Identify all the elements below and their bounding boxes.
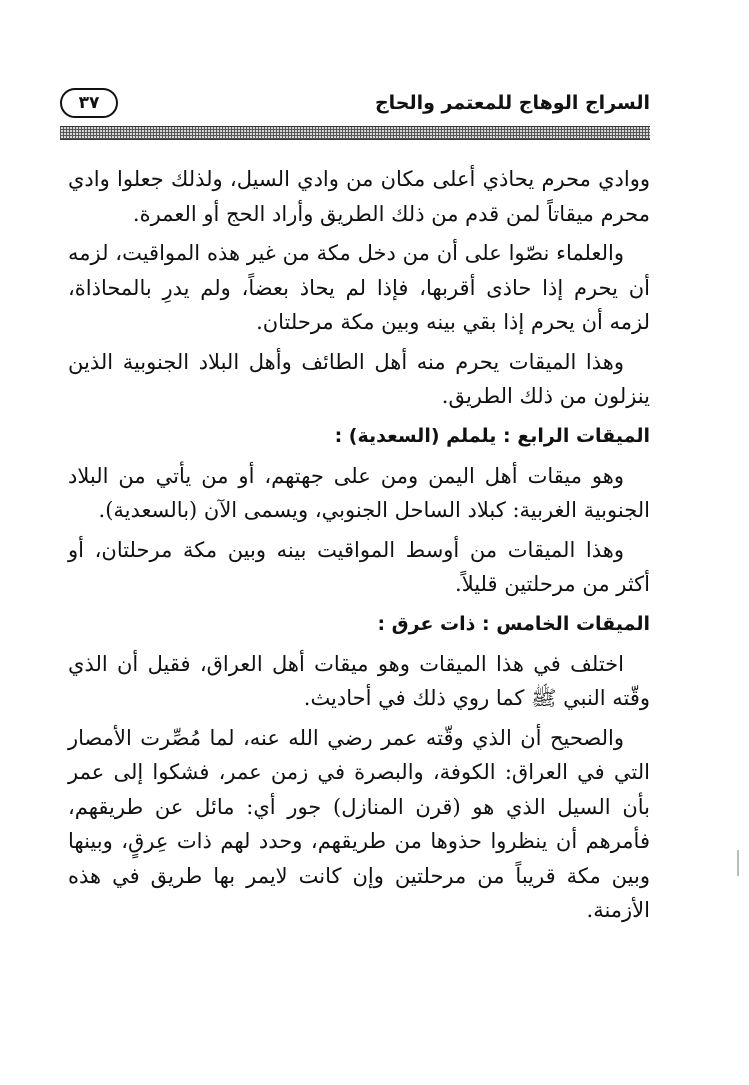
running-title: السراج الوهاج للمعتمر والحاج: [374, 92, 650, 114]
paragraph: ووادي محرم يحاذي أعلى مكان من وادي السيل، ولذلك جعلوا وادي محرم ميقاتاً لمن قدم من ذلك الطريق وأراد الحج أو العمرة.: [68, 167, 650, 226]
paragraph: وهذا الميقات يحرم منه أهل الطائف وأهل البلاد الجنوبية الذين ينزلون من ذلك الطريق.: [68, 349, 650, 408]
page-body: [68, 162, 650, 933]
page-header: [60, 88, 650, 124]
scan-mark: [737, 850, 739, 876]
paragraph: والعلماء نصّوا على أن من دخل مكة من غير هذه المواقيت، لزمه أن يحرم إذا حاذى أقربها، فإذا لم يحاذ بعضاً، ولم يدرِ بالمحاذاة، لزمه أن يحرم إذا بقي بينه وبين مكة مرحلتان.: [68, 241, 650, 334]
paragraph: والصحيح أن الذي وقّته عمر رضي الله عنه، لما مُصِّرت الأمصار التي في العراق: الكوفة، والبصرة في زمن عمر، فشكوا إلى عمر بأن السيل الذي هو (قرن المنازل) جور أي: مائل عن طريقهم، فأمرهم أن ينظروا حذوها من طريقهم، وحدد لهم ذات عِرقٍ، وبينها وبين مكة قريباً من مرحلتين وإن كانت لايمر بها طريق في هذه الأزمنة.: [68, 725, 650, 922]
section-heading: الميقات الرابع : يلملم (السعدية) :: [334, 424, 650, 447]
paragraph: وهذا الميقات من أوسط المواقيت بينه وبين مكة مرحلتان، أو أكثر من مرحلتين قليلاً.: [68, 537, 650, 596]
page-number: ٣٧: [60, 88, 118, 118]
section-heading: الميقات الخامس : ذات عرق :: [377, 612, 650, 635]
header-rule: [60, 126, 650, 140]
paragraph: وهو ميقات أهل اليمن ومن على جهتهم، أو من يأتي من البلاد الجنوبية الغربية: كبلاد الساحل الجنوبي، ويسمى الآن (بالسعدية).: [68, 463, 650, 522]
paragraph: اختلف في هذا الميقات وهو ميقات أهل العراق، فقيل أن الذي وقّته النبي ﷺ كما روي ذلك في أحاديث.: [68, 651, 650, 710]
